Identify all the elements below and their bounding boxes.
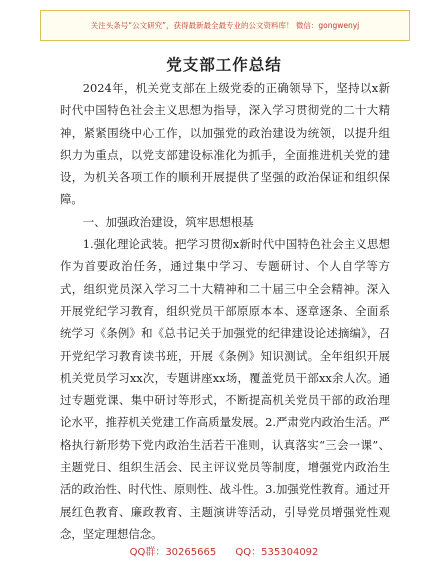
document-body [60, 77, 390, 545]
section-heading: 一、加强政治建设，筑牢思想根基 [82, 214, 254, 229]
qq-group-text: QQ群：30265665 [129, 547, 217, 558]
qq-text: QQ：535304092 [235, 547, 319, 558]
document-title: 党支部工作总结 [166, 55, 282, 74]
promo-banner: 关注头条号“公文研究”，获得最新最全最专业的公文资料库！ 微信：gongwenyj [40, 10, 410, 41]
section-paragraph: 1.强化理论武装。把学习贯彻x新时代中国特色社会主义思想作为首要政治任务，通过集中学习、专题研讨、个人自学等方式，组织党员深入学习二十大精神和二十届三中全会精神。深入开展党纪学习教育，组织党员干部原原本本、逐章逐条、全面系统学习《条例》和《总书记关于加强党的纪律建设论述摘编》，召开党纪学习教育读书班，开展《条例》知识测试。全年组织开展机关党员学习xx次，专题讲座xx场，覆盖党员干部xx余人次。通过专题党课、集中研讨等形式，不断提高机关党员干部的政治理论水平，推荐机关党建工作高质量发展。2.严肃党内政治生活。严格执行新形势下党内政治生活若干准则，认真落实“三会一课”、主题党日、组织生活会、民主评议党员等制度，增强党内政治生活的政治性、时代性、原则性、战斗性。3.加强党性教育。通过开展红色教育、廉政教育、主题演讲等活动，引导党员增强党性观念，坚定理想信念。 [60, 237, 390, 541]
intro-paragraph: 2024年，机关党支部在上级党委的正确领导下，坚持以x新时代中国特色社会主义思想为指导，深入学习贯彻党的二十大精神，紧紧围绕中心工作，以加强党的政治建设为统领，以提升组织力为重点，以党支部建设标准化为抓手，全面推进机关党的建设，为机关各项工作的顺利开展提供了坚强的政治保证和组织保障。 [60, 81, 390, 207]
footer-contact [0, 543, 448, 558]
